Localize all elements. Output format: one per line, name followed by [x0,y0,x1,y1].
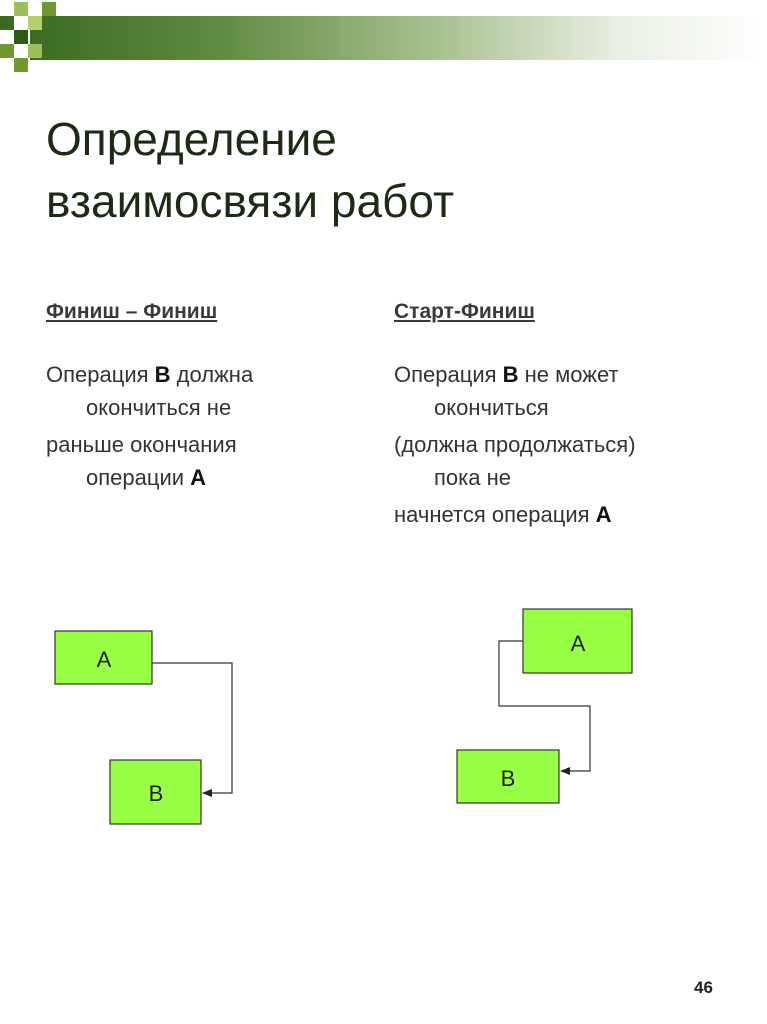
sf-op-a: А [595,502,612,527]
header-decoration [0,0,767,80]
sf-op-b: В [502,362,519,387]
ff-op-a: А [190,465,207,490]
start-finish-section [394,300,724,531]
decor-square [28,44,42,58]
ff-box-a-label: A [96,647,112,672]
sf-text: начнется операция [394,502,596,527]
sf-box-a-label: A [570,631,586,656]
decor-square [42,2,56,16]
title-line-2: взаимосвязи работ [46,175,455,227]
decor-square [0,16,14,30]
finish-finish-diagram [55,631,232,824]
ff-text: Операция [46,362,155,387]
start-finish-heading: Старт-Финиш [394,300,535,323]
title-line-1: Определение [46,113,337,165]
ff-text: должна [170,362,254,387]
sf-text: Операция [394,362,503,387]
start-finish-diagram [457,609,632,803]
ff-op-b: B [154,362,171,387]
dependency-diagrams [0,600,767,860]
sf-line-1 [394,358,724,391]
sf-box-b-label: B [500,766,516,791]
finish-finish-section [46,300,376,494]
ff-line-3: раньше окончания [46,432,237,457]
page-title [46,108,726,232]
sf-line-4: пока не [434,465,511,490]
sf-line-3: (должна продолжаться) [394,432,636,457]
decor-square [28,16,42,30]
start-finish-description [394,358,724,531]
ff-text: операции [86,465,191,490]
ff-line-2: окончиться не [86,395,232,420]
sf-line-2: окончиться [434,395,549,420]
finish-finish-heading: Финиш – Финиш [46,300,218,323]
ff-line-1 [46,358,376,391]
finish-finish-description [46,358,376,494]
header-gradient-bar [30,16,767,60]
sf-text: не может [518,362,619,387]
decor-square [0,44,14,58]
decor-square [14,30,28,44]
ff-line-4 [46,461,376,494]
sf-line-5 [394,498,724,531]
ff-box-b-label: B [148,781,164,806]
decor-square [14,58,28,72]
decor-square [14,2,28,16]
page-number: 46 [694,978,713,997]
